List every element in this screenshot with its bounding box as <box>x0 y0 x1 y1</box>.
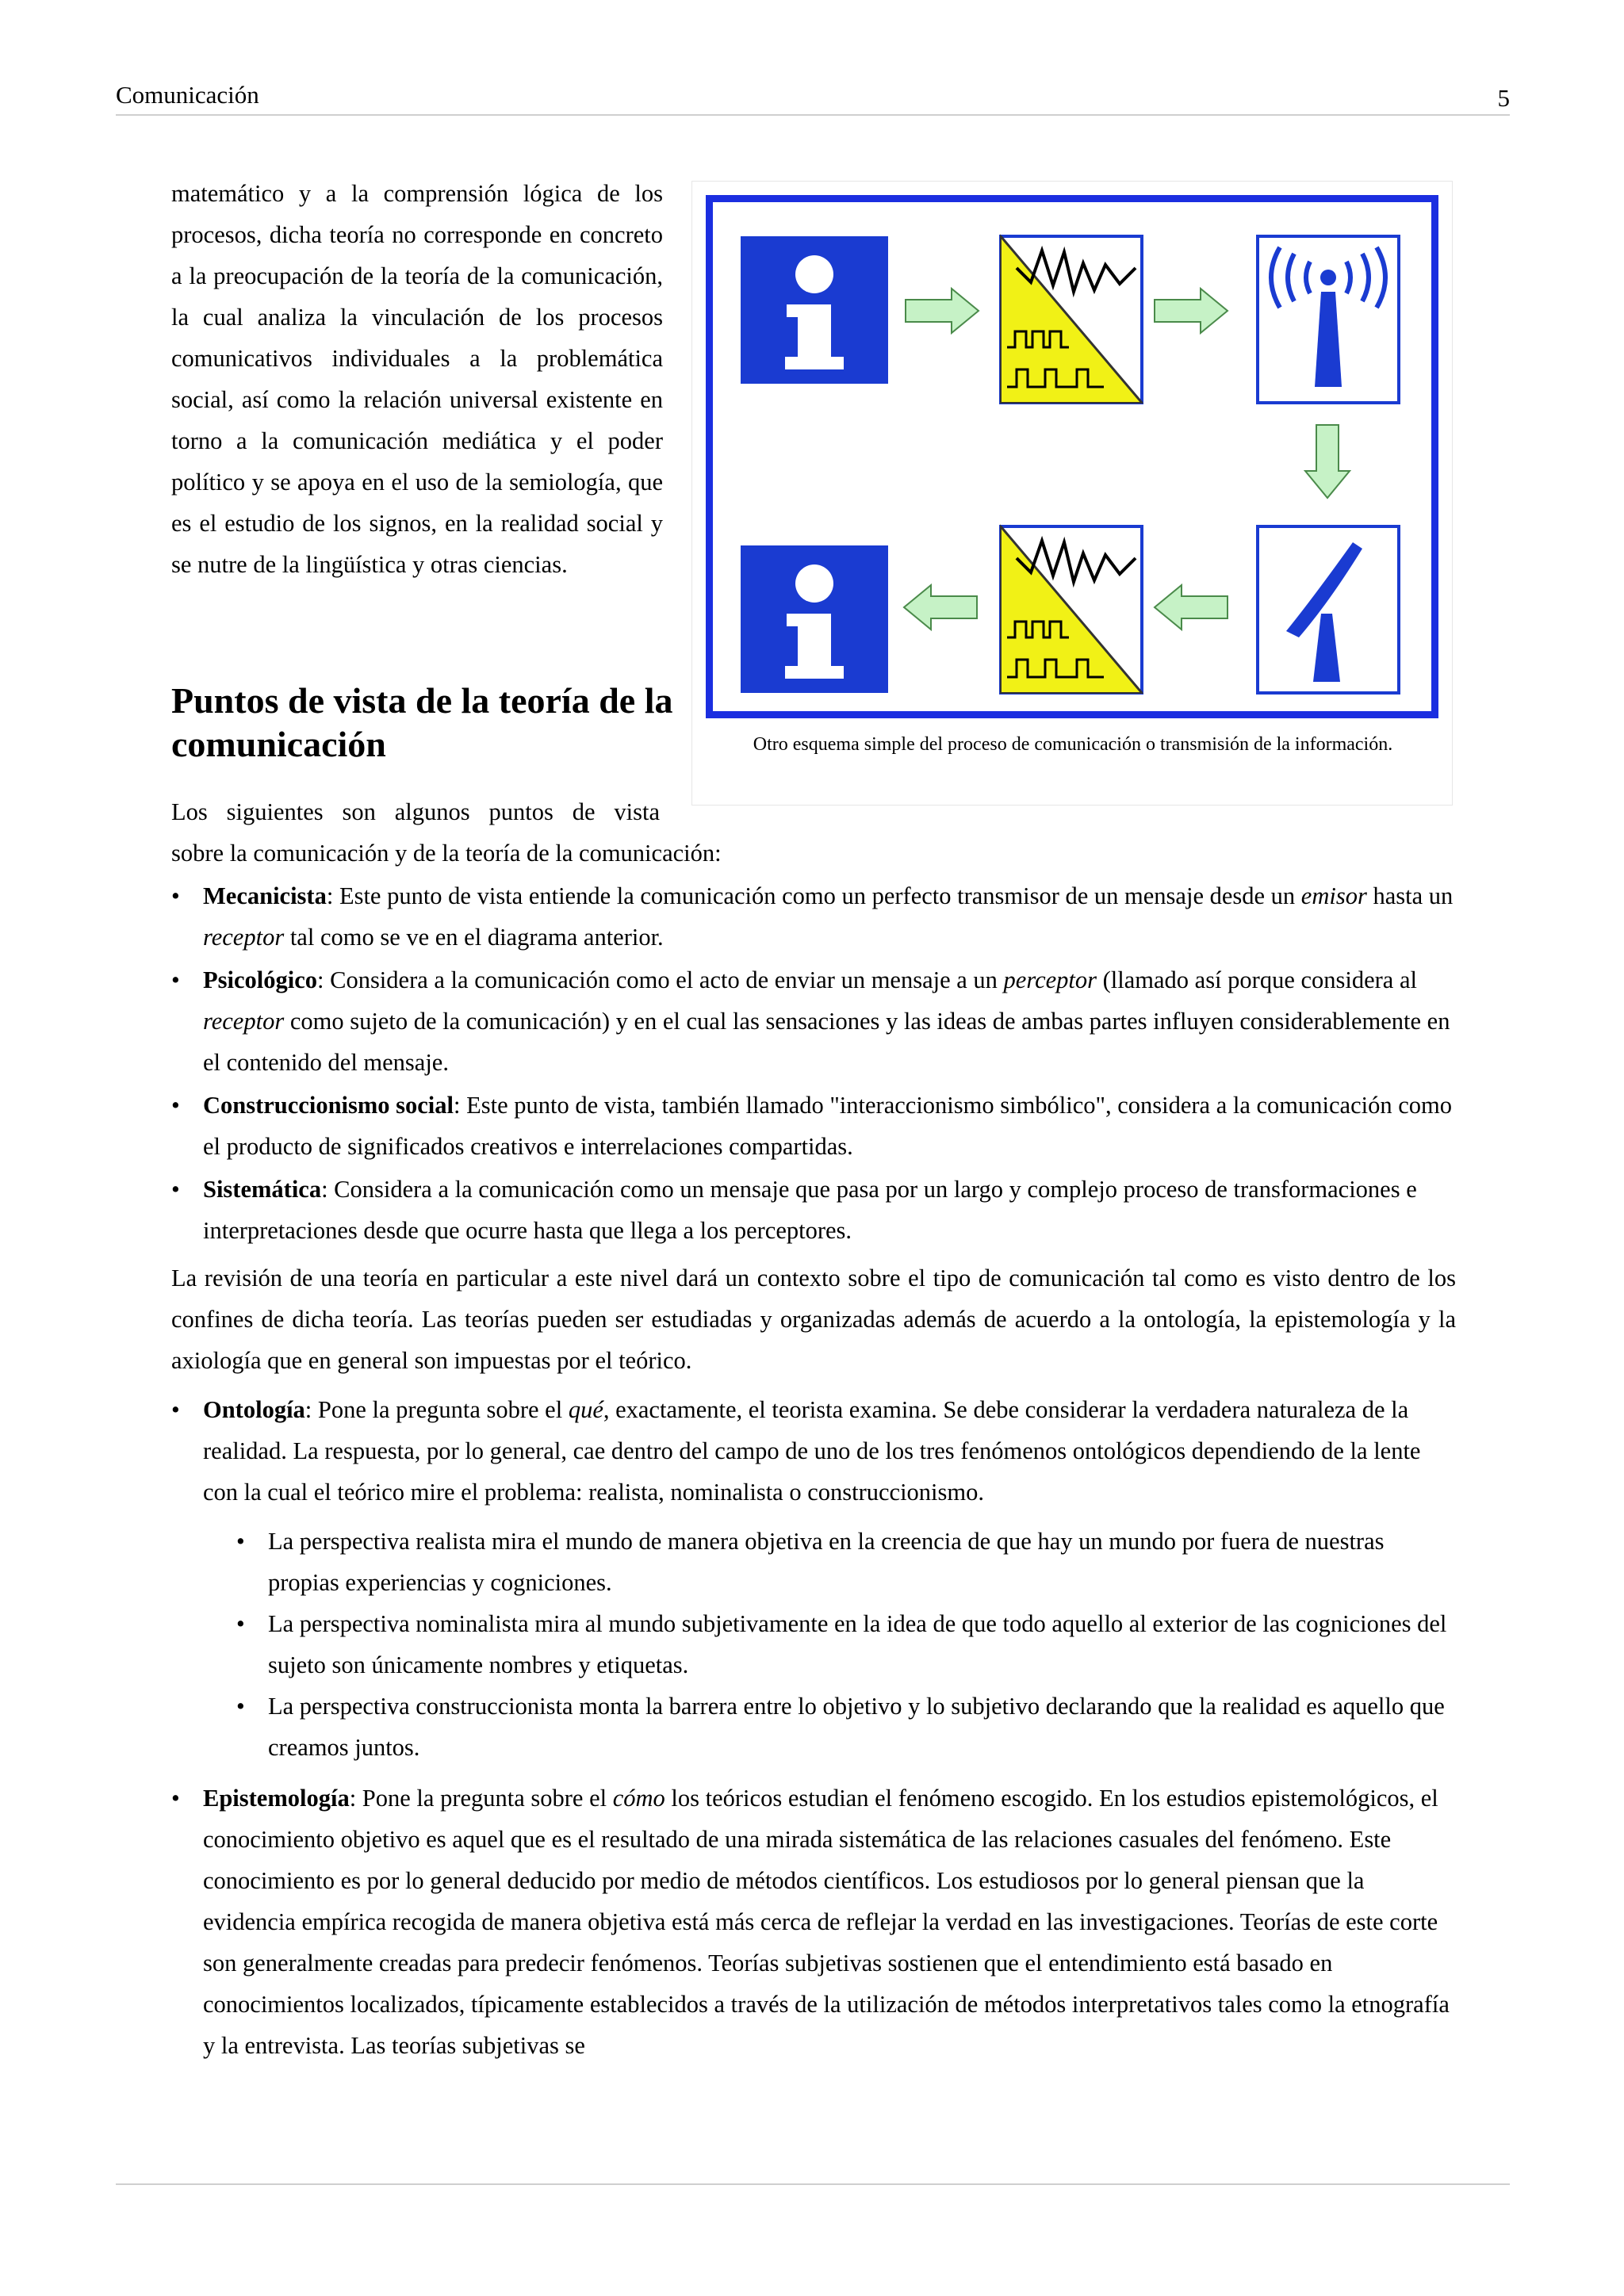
info-icon <box>741 236 888 384</box>
philosophy-list <box>171 1389 1456 2066</box>
figure-caption: Otro esquema simple del proceso de comunicación o transmisión de la información. <box>753 734 1393 755</box>
list-item: • Sistemática: Considera a la comunicación como un mensaje que pasa por un largo y complejo proceso de transformaciones e interpretaciones desde que ocurre hasta que llega a los perceptores. <box>171 1169 1456 1251</box>
list-item: • Mecanicista: Este punto de vista entiende la comunicación como un perfecto transmisor de un mensaje desde un emisor hasta un receptor tal como se ve en el diagrama anterior. <box>171 875 1456 958</box>
main-flow <box>171 875 1456 2066</box>
viewpoints-list <box>171 875 1456 1251</box>
list-item-epistemologia: • Epistemología: Pone la pregunta sobre el cómo los teóricos estudian el fenómeno escogido. En los estudios epistemológicos, el conocimiento objetivo es aquel que es el resultado de una mirada sistemática de las relaciones casuales del fenómeno. Este conocimiento es por lo general deducido por medio de métodos científicos. Los estudiosos por lo general piensan que la evidencia empírica recogida de manera objetiva está más cerca de reflejar la verdad en las investigaciones. Teorías de este corte son generalmente creadas para predecir fenómenos. Teorías subjetivas sostienen que el entendimiento está basado en conocimientos localizados, típicamente establecidos a través de la utilización de métodos interpretativos tales como la etnografía y la entrevista. Las teorías subjetivas se <box>171 1777 1456 2066</box>
running-title: Comunicación <box>116 81 259 109</box>
list-item: • Construccionismo social: Este punto de vista, también llamado "interaccionismo simbólico", considera a la comunicación como el producto de significados creativos e interrelaciones compartidas. <box>171 1085 1456 1167</box>
revision-paragraph: La revisión de una teoría en particular a este nivel dará un contexto sobre el tipo de comunicación tal como es visto dentro de los confines de dicha teoría. Las teorías pueden ser estudiadas y organizadas además de acuerdo a la ontología, la epistemología y la axiología que en general son impuestas por el teórico. <box>171 1265 1456 1374</box>
footer-rule <box>116 2183 1510 2185</box>
left-column <box>171 173 663 585</box>
antenna-icon <box>1258 236 1399 403</box>
column-paragraph: matemático y a la comprensión lógica de los procesos, dicha teoría no corresponde en concreto a la preocupación de la teoría de la comunicación, la cual analiza la vinculación de los procesos comunicativos individuales a la problemática social, así como la relación universal existente en torno a la comunicación mediática y el poder político y se apoya en el uso de la semiología, que es el estudio de los signos, en la realidad social y se nutre de la lingüística y otras ciencias. <box>171 180 663 578</box>
intro-paragraph <box>171 791 1456 874</box>
page-number: 5 <box>1497 84 1510 112</box>
ontology-sublist <box>203 1521 1456 1768</box>
list-item: • La perspectiva nominalista mira al mundo subjetivamente en la idea de que todo aquello al exterior de las cogniciones del sujeto son únicamente nombres y etiquetas. <box>236 1603 1456 1686</box>
list-item: • La perspectiva realista mira el mundo de manera objetiva en la creencia de que hay un mundo por fuera de nuestras propias experiencias y cogniciones. <box>236 1521 1456 1603</box>
signal-converter-icon <box>1001 526 1142 693</box>
figure <box>691 181 1453 806</box>
list-item-ontologia: • Ontología: Pone la pregunta sobre el qué, exactamente, el teorista examina. Se debe considerar la verdadera naturaleza de la realidad. La respuesta, por lo general, cae dentro del campo de uno de los tres fenómenos ontológicos dependiendo de la lente con la cual el teórico mire el problema: realista, nominalista o construccionismo. • La perspectiva realista mira el mundo de manera objetiva en la creencia de que hay un mundo por fuera de nuestras propias experiencias y cogniciones. • La perspectiva nominalista mira al mundo subjetivamente en la idea de que todo aquello al exterior de las cogniciones del sujeto son únicamente nombres y etiquetas. • La perspectiva construccionista monta la barrera entre lo objetivo y lo subjetivo declarando que la realidad es aquello que creamos juntos. <box>171 1389 1456 1768</box>
info-icon <box>741 545 888 693</box>
list-item: • Psicológico: Considera a la comunicación como el acto de enviar un mensaje a un perceptor (llamado así porque considera al receptor como sujeto de la comunicación) y en el cual las sensaciones y las ideas de ambas partes influyen considerablemente en el contenido del mensaje. <box>171 959 1456 1083</box>
section-heading: Puntos de vista de la teoría de la comunicación <box>171 680 673 764</box>
communication-diagram <box>706 195 1438 718</box>
intro-line-1: Los siguientes son algunos puntos de vista <box>171 798 660 825</box>
signal-converter-icon <box>1001 236 1142 403</box>
list-item: • La perspectiva construccionista monta la barrera entre lo objetivo y lo subjetivo declarando que la realidad es aquello que creamos juntos. <box>236 1686 1456 1768</box>
running-header <box>116 76 1510 116</box>
dish-receiver-icon <box>1258 526 1399 693</box>
intro-line-2: sobre la comunicación y de la teoría de la comunicación: <box>171 840 722 867</box>
